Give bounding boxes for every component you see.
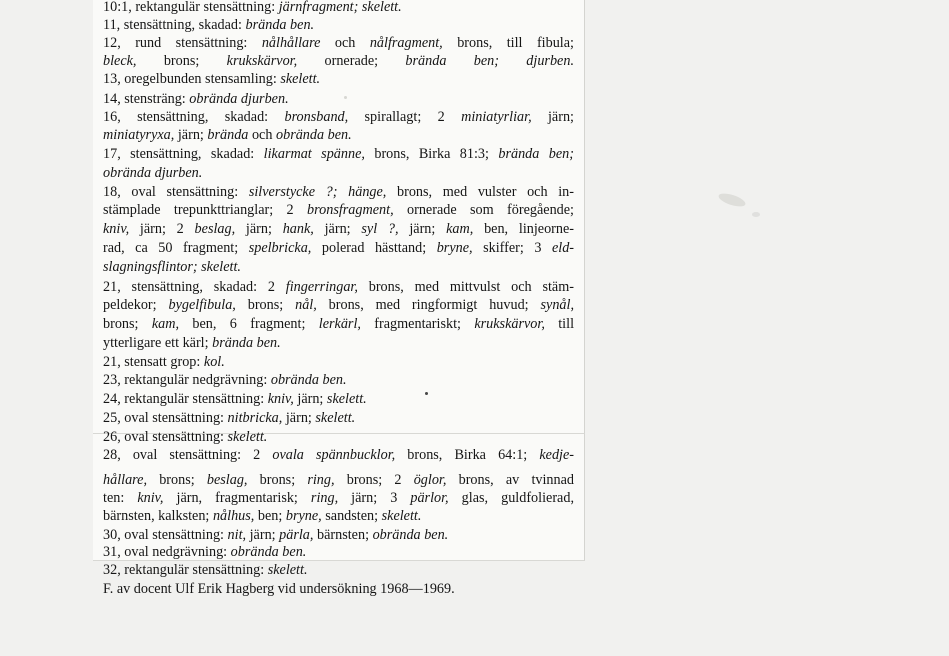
italic-term: obrända ben. [230, 544, 307, 560]
text-segment: brons; [147, 472, 207, 488]
italic-term: synål, [540, 297, 575, 313]
italic-term: pärlor, [410, 490, 449, 506]
italic-term: ring, [310, 490, 339, 506]
italic-term: ovala spännbucklor, [272, 447, 396, 463]
italic-term: miniatyrliar, [461, 109, 532, 125]
text-line [103, 108, 574, 127]
italic-term: silverstycke ?; hänge, [248, 184, 387, 200]
text-segment: skiffer; 3 [472, 240, 552, 256]
text-segment: 30, oval stensättning: [103, 527, 228, 543]
text-segment: 28, oval stensättning: 2 [103, 447, 273, 463]
italic-term: nålhus, [212, 508, 255, 524]
italic-term: slagningsflintor; skelett. [103, 259, 241, 275]
text-segment: järn; [313, 221, 362, 237]
italic-term: obrända djurben. [189, 91, 289, 107]
text-segment: ben; [254, 508, 286, 524]
text-segment: 21, stensättning, skadad: 2 [103, 279, 286, 295]
text-line [103, 315, 574, 334]
text-line [103, 145, 574, 164]
text-segment: järn; [235, 221, 283, 237]
text-line [103, 489, 574, 508]
italic-term: brända ben. [245, 17, 315, 33]
text-segment: brons; [247, 472, 308, 488]
italic-term: skelett. [326, 391, 367, 407]
italic-term: ring, [307, 472, 335, 488]
text-line [103, 296, 574, 315]
text-segment: spirallagt; 2 [348, 109, 462, 125]
text-segment: 23, rektangulär nedgrävning: [103, 372, 271, 388]
text-segment: 18, oval stensättning: [103, 184, 249, 200]
text-segment: 32, rektangulär stensättning: [103, 562, 268, 578]
italic-term: krukskärvor, [226, 53, 298, 69]
italic-term: skelett. [381, 508, 422, 524]
italic-term: nålfragment, [369, 35, 443, 51]
text-segment: brons; [136, 53, 227, 69]
text-segment: 16, stensättning, skadad: [103, 109, 285, 125]
text-line [103, 471, 574, 490]
text-line [103, 0, 402, 17]
italic-term: hållare, [103, 472, 148, 488]
text-line [103, 543, 306, 562]
italic-term: öglor, [413, 472, 447, 488]
italic-term: kniv, [103, 221, 130, 237]
italic-term: obrända ben. [372, 527, 449, 543]
text-segment: brons, av tvinnad [446, 472, 575, 488]
text-segment: 25, oval stensättning: [103, 410, 228, 426]
text-segment: brons, med ringformigt huvud; [316, 297, 541, 313]
text-segment: järn; [174, 127, 208, 143]
text-segment: järn; [398, 221, 447, 237]
text-segment: 13, oregelbunden stensamling: [103, 71, 281, 87]
text-segment: stämplade trepunkttrianglar; 2 [103, 202, 308, 218]
text-line [103, 220, 574, 239]
text-line [103, 164, 202, 183]
text-segment: ben, linjeorne- [473, 221, 575, 237]
italic-term: beslag, [194, 221, 236, 237]
italic-term: kol. [203, 354, 225, 370]
text-line [103, 371, 347, 390]
text-segment: fragmentariskt; [360, 316, 475, 332]
text-segment: bärnsten; [313, 527, 373, 543]
italic-term: miniatyryxa, [103, 127, 175, 143]
text-segment: brons, Birka 64:1; [395, 447, 540, 463]
scan-smudge [717, 191, 747, 209]
text-line [103, 278, 574, 297]
text-line [103, 428, 267, 447]
italic-term: obrända ben. [276, 127, 352, 143]
italic-term: hank, [282, 221, 314, 237]
italic-term: bryne, [285, 508, 322, 524]
italic-term: pärla, [279, 527, 314, 543]
text-line [103, 239, 574, 258]
italic-term: eld- [551, 240, 575, 256]
text-segment: 14, stensträng: [103, 91, 190, 107]
italic-term: lerkärl, [318, 316, 361, 332]
text-segment: järn; [293, 391, 327, 407]
text-segment: till [544, 316, 575, 332]
scan-smudge [752, 212, 760, 217]
text-segment: 21, stensatt grop: [103, 354, 204, 370]
italic-term: bleck, [103, 53, 137, 69]
text-segment: järn, fragmentarisk; [163, 490, 311, 506]
italic-term: kedje- [539, 447, 574, 463]
italic-term: obrända djurben. [103, 165, 203, 181]
italic-term: brända ben. [212, 335, 281, 351]
italic-term: fingerringar, [285, 279, 358, 295]
italic-term: skelett. [267, 562, 308, 578]
text-segment: järn; 2 [129, 221, 195, 237]
text-line [103, 70, 320, 89]
text-segment: 17, stensättning, skadad: [103, 146, 264, 162]
italic-term: likarmat spänne, [263, 146, 365, 162]
text-segment: 24, rektangulär stensättning: [103, 391, 268, 407]
text-line [103, 390, 367, 409]
text-line [103, 183, 574, 202]
text-segment: järn; [282, 410, 316, 426]
italic-term: bronsfragment, [307, 202, 394, 218]
text-segment: järn; [531, 109, 574, 125]
text-segment: F. av docent Ulf Erik Hagberg vid undersökning 1968—1969. [103, 581, 455, 597]
italic-term: obrända ben. [270, 372, 347, 388]
text-segment: brons, till fibula; [442, 35, 574, 51]
italic-term: krukskärvor, [474, 316, 545, 332]
italic-term: järnfragment; skelett. [278, 0, 402, 15]
text-segment: ten: [103, 490, 138, 506]
text-line [103, 580, 455, 599]
italic-term: kam, [151, 316, 180, 332]
italic-term: kniv, [137, 490, 164, 506]
text-segment: brons; [235, 297, 296, 313]
text-segment: polerad hästtand; [311, 240, 437, 256]
italic-term: bryne, [436, 240, 473, 256]
italic-term: skelett. [315, 410, 356, 426]
text-line [103, 126, 352, 145]
italic-term: skelett. [227, 429, 268, 445]
text-segment: rad, ca 50 fragment; [103, 240, 249, 256]
text-line [103, 201, 574, 220]
text-segment: bärnsten, kalksten; [103, 508, 213, 524]
text-segment: järn; [246, 527, 280, 543]
text-line [103, 34, 574, 53]
text-segment: brons; 2 [334, 472, 414, 488]
text-segment: sandsten; [321, 508, 382, 524]
italic-term: beslag, [206, 472, 248, 488]
text-segment: ytterligare ett kärl; [103, 335, 213, 351]
italic-term: nålhållare [261, 35, 321, 51]
text-line [103, 90, 289, 109]
text-segment: ornerade som föregående; [393, 202, 574, 218]
text-segment: peldekor; [103, 297, 169, 313]
italic-term: brända [207, 127, 249, 143]
italic-term: nitbricka, [227, 410, 283, 426]
text-segment: brons, med mittvulst och stäm- [357, 279, 574, 295]
text-segment: brons; [103, 316, 152, 332]
text-segment: brons, Birka 81:3; [364, 146, 499, 162]
text-segment: 11, stensättning, skadad: [103, 17, 246, 33]
text-line [103, 52, 574, 71]
italic-term: kam, [446, 221, 474, 237]
text-line [103, 409, 355, 428]
italic-term: bronsband, [284, 109, 349, 125]
text-segment: 10:1, rektangulär stensättning: [103, 0, 279, 15]
text-segment: 31, oval nedgrävning: [103, 544, 231, 560]
scan-speck [344, 96, 347, 99]
italic-term: spelbricka, [248, 240, 312, 256]
text-segment: glas, guldfolierad, [448, 490, 574, 506]
text-segment: 12, rund stensättning: [103, 35, 262, 51]
text-segment: järn; 3 [338, 490, 411, 506]
text-line [103, 353, 225, 372]
text-segment: och [248, 127, 276, 143]
text-line [103, 334, 281, 353]
italic-term: nål, [295, 297, 317, 313]
text-line [103, 446, 574, 465]
text-segment: brons, med vulster och in- [386, 184, 574, 200]
scan-speck [425, 392, 428, 395]
text-segment: ben, 6 fragment; [179, 316, 319, 332]
italic-term: skelett. [280, 71, 321, 87]
italic-term: bygelfibula, [168, 297, 236, 313]
text-line [103, 258, 241, 277]
text-segment: 26, oval stensättning: [103, 429, 228, 445]
text-line [103, 561, 308, 580]
italic-term: brända ben; djurben. [405, 53, 574, 69]
text-line [103, 16, 314, 35]
italic-term: kniv, [267, 391, 294, 407]
text-segment: och [320, 35, 370, 51]
text-line [103, 507, 421, 526]
italic-term: brända ben; [498, 146, 574, 162]
text-segment: ornerade; [297, 53, 406, 69]
italic-term: syl ?, [361, 221, 399, 237]
italic-term: nit, [227, 527, 247, 543]
